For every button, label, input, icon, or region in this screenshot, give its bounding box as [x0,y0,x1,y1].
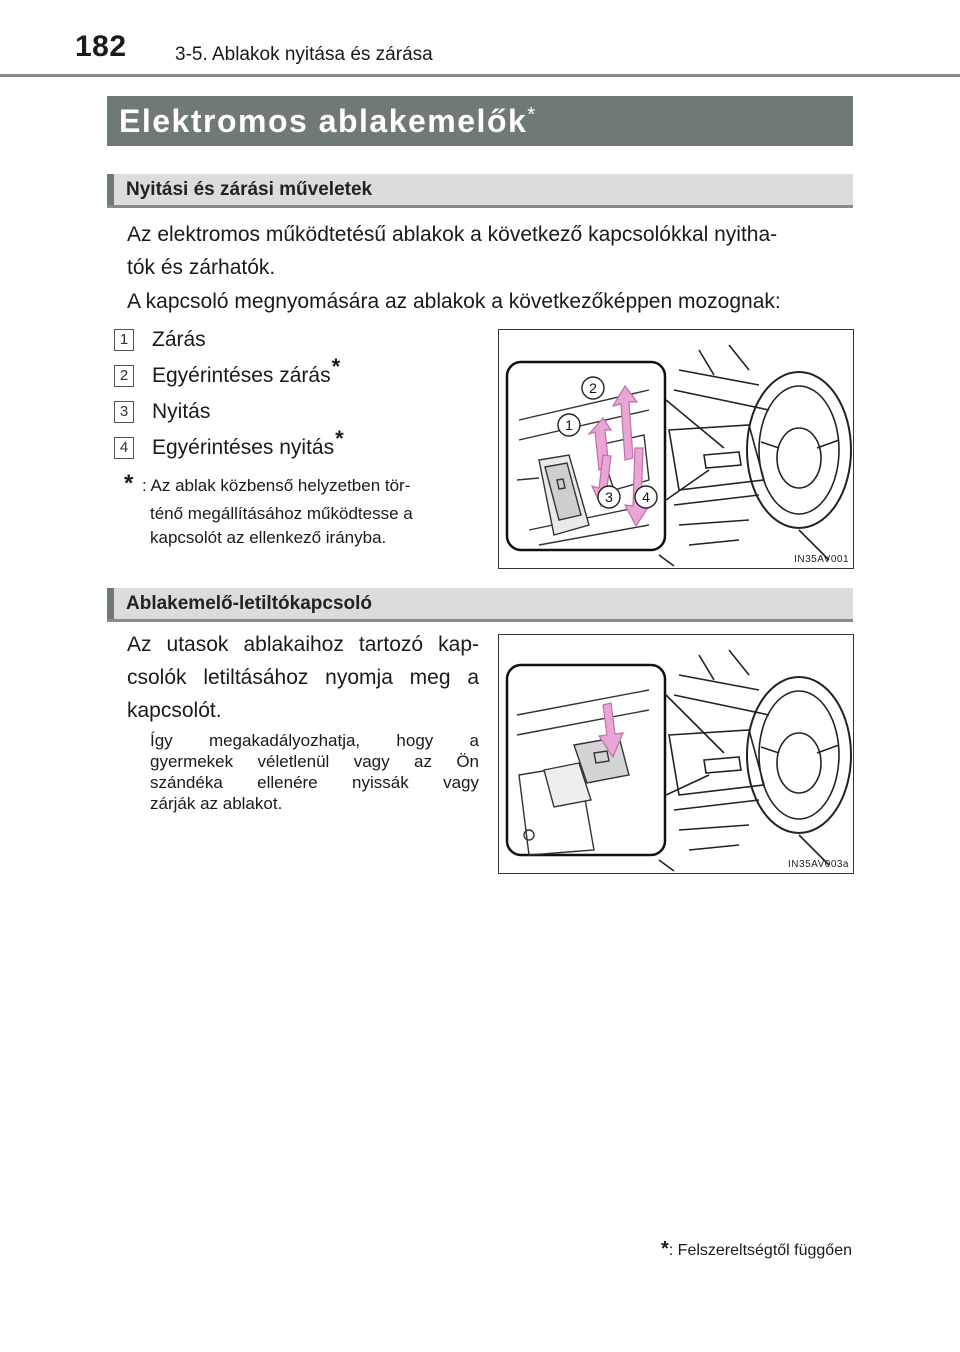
text-line: csolók letiltásához nyomja meg a [127,666,479,689]
intro-line-2: tók és zárhatók. [127,256,276,279]
note-line: zárják az ablakot. [150,794,283,813]
section1-lead: A kapcsoló megnyomására az ablakok a következőképpen mozognak: [127,290,781,313]
title-mark: * [527,104,537,126]
note-line: gyermekek véletlenül vagy az Ön [150,752,479,771]
number-badge: 1 [114,329,134,351]
lock-switch-illustration [499,635,853,873]
number-badge: 3 [114,401,134,423]
list-item [114,326,484,354]
list-item-label: Egyérintéses nyitás [152,436,335,459]
callout-label: 4 [642,489,650,505]
heading-marker [107,588,114,619]
note-line: szándéka ellenére nyissák vagy [150,773,479,792]
note-line: Így megakadályozhatja, hogy a [150,731,479,750]
section1-intro [127,218,853,284]
footer-note-text: : Felszereltségtől függően [668,1242,852,1259]
heading-marker [107,174,114,205]
figure-code: IN35AV001 [794,554,849,565]
list-item-label: Zárás [152,328,206,351]
figure-code: IN35AV003a [788,859,849,870]
section-heading-text: Ablakemelő-letiltókapcsoló [126,593,373,614]
footnote-line: : Az ablak közbenső helyzetben tör- [142,476,411,495]
footer-note [626,1238,852,1261]
page-title-text: Elektromos ablakemelők [119,103,528,139]
section1-footnote [142,474,478,498]
callout-label: 2 [589,380,597,396]
page-number: 182 [75,30,127,63]
header-divider [0,74,960,77]
text-line: kapcsolót. [127,699,222,722]
page-title [107,96,853,146]
section2-note [150,730,479,814]
list-item [114,426,484,462]
asterisk-mark: * [335,426,344,451]
footer-asterisk: * [660,1238,669,1260]
number-badge: 4 [114,437,134,459]
list-item-label: Nyitás [152,400,211,423]
text-line: Az utasok ablakaihoz tartozó kap- [127,633,479,656]
window-switch-illustration [499,330,853,568]
section-heading-lock-switch [107,588,853,622]
list-item [114,354,484,390]
footnote-asterisk: * [124,470,134,497]
callout-label: 1 [565,417,573,433]
list-item-label: Egyérintéses zárás [152,364,331,387]
asterisk-mark: * [331,354,341,379]
section-heading-open-close [107,174,853,208]
list-item [114,398,484,426]
footnote-line: ténő megállításához működtesse a [150,504,413,523]
chapter-title: 3-5. Ablakok nyitása és zárása [175,44,433,65]
callout-label: 3 [605,489,613,505]
section1-footnote-cont [150,502,478,550]
intro-line-1: Az elektromos működtetésű ablakok a következő kapcsolókkal nyitha- [127,223,778,246]
footnote-line: kapcsolót az ellenkező irányba. [150,528,387,547]
figure-window-switch [498,329,854,569]
section-heading-text: Nyitási és zárási műveletek [126,179,373,200]
figure-lock-switch [498,634,854,874]
section2-text [127,628,479,727]
number-badge: 2 [114,365,134,387]
